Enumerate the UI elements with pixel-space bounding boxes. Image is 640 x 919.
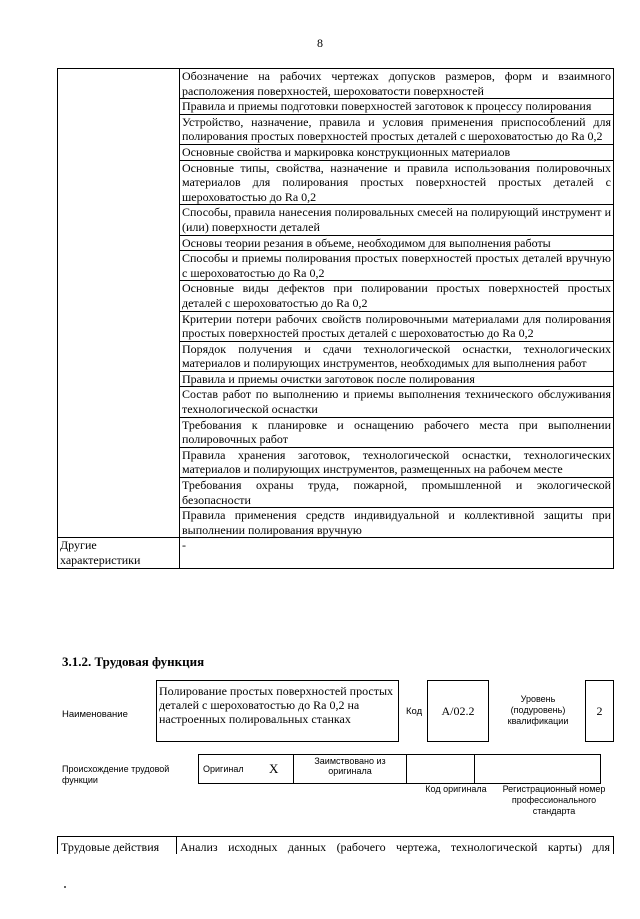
knowledge-item: Устройство, назначение, правила и условия применения приспособлений для полирования простых поверхностей простых деталей с шероховатостью до Ra 0,2 xyxy=(180,114,614,144)
code-original-label: Код оригинала xyxy=(425,784,487,794)
borrowed-label: Заимствовано из оригинала xyxy=(294,755,407,784)
other-characteristics-value: - xyxy=(180,538,614,568)
level-label: Уровень (подуровень) квалификации xyxy=(507,694,569,726)
section-title: 3.1.2. Трудовая функция xyxy=(62,654,205,669)
knowledge-item: Способы, правила нанесения полировальных смесей на полирующий инструмент и (или) поверхности деталей xyxy=(180,205,614,235)
knowledge-item: Основные типы, свойства, назначение и правила использования полировочных материалов для полирования простых поверхностей простых деталей с шероховатостью до Ra 0,2 xyxy=(180,160,614,205)
origin-label: Происхождение трудовой функции xyxy=(62,764,170,785)
knowledge-item: Основы теории резания в объеме, необходимом для выполнения работы xyxy=(180,235,614,251)
table-row xyxy=(58,69,614,99)
function-code-box: А/02.2 xyxy=(427,680,489,742)
labor-actions-label: Трудовые действия xyxy=(58,837,177,855)
function-name-box: Полирование простых поверхностей простых деталей с шероховатостью до Ra 0,2 на настроенных полировальных станках xyxy=(156,680,399,742)
knowledge-item: Правила и приемы подготовки поверхностей заготовок к процессу полирования xyxy=(180,99,614,115)
labor-action-first-line: Анализ исходных данных (рабочего чертежа, технологической карты) для xyxy=(180,840,610,854)
reg-number-label: Регистрационный номер профессионального стандарта xyxy=(502,784,606,816)
knowledge-item: Способы и приемы полирования простых поверхностей простых деталей вручную с шероховатостью до Ra 0,2 xyxy=(180,251,614,281)
page-number: 8 xyxy=(317,36,323,50)
scan-dot xyxy=(64,886,66,888)
knowledge-item: Требования к планировке и оснащению рабочего места при выполнении полировочных работ xyxy=(180,417,614,447)
reg-number-cell xyxy=(475,755,601,784)
code-original-cell xyxy=(407,755,475,784)
required-knowledge-table xyxy=(57,68,614,569)
other-characteristics-label: Другие характеристики xyxy=(58,538,180,568)
knowledge-item: Порядок получения и сдачи технологической оснастки, технологических материалов и полирующих инструментов, необходимых для выполнения работ xyxy=(180,341,614,371)
code-label: Код xyxy=(406,706,423,717)
table-row xyxy=(58,538,614,568)
original-mark: X xyxy=(265,755,294,784)
name-label: Наименование xyxy=(62,709,128,720)
knowledge-item: Обозначение на рабочих чертежах допусков размеров, форм и взаимного расположения поверхностей, шероховатости поверхностей xyxy=(180,69,614,99)
knowledge-item: Состав работ по выполнению и приемы выполнения технического обслуживания технологической оснастки xyxy=(180,387,614,417)
knowledge-item: Критерии потери рабочих свойств полировочными материалами для полирования простых поверхностей простых деталей с шероховатостью до Ra 0,2 xyxy=(180,311,614,341)
knowledge-item: Основные виды дефектов при полировании простых поверхностей простых деталей с шероховатостью до Ra 0,2 xyxy=(180,281,614,311)
knowledge-item: Правила хранения заготовок, технологической оснастки, технологических материалов и полирующих инструментов, размещенных на рабочем месте xyxy=(180,447,614,477)
level-value-box: 2 xyxy=(585,680,614,742)
original-label: Оригинал xyxy=(199,755,266,784)
labor-actions-table xyxy=(57,836,614,854)
knowledge-label-cell xyxy=(58,69,180,538)
knowledge-item: Правила и приемы очистки заготовок после полирования xyxy=(180,371,614,387)
knowledge-item: Требования охраны труда, пожарной, промышленной и экологической безопасности xyxy=(180,478,614,508)
origin-table xyxy=(198,754,601,784)
knowledge-item: Правила применения средств индивидуальной и коллективной защиты при выполнении полирования вручную xyxy=(180,508,614,538)
knowledge-item: Основные свойства и маркировка конструкционных материалов xyxy=(180,144,614,160)
